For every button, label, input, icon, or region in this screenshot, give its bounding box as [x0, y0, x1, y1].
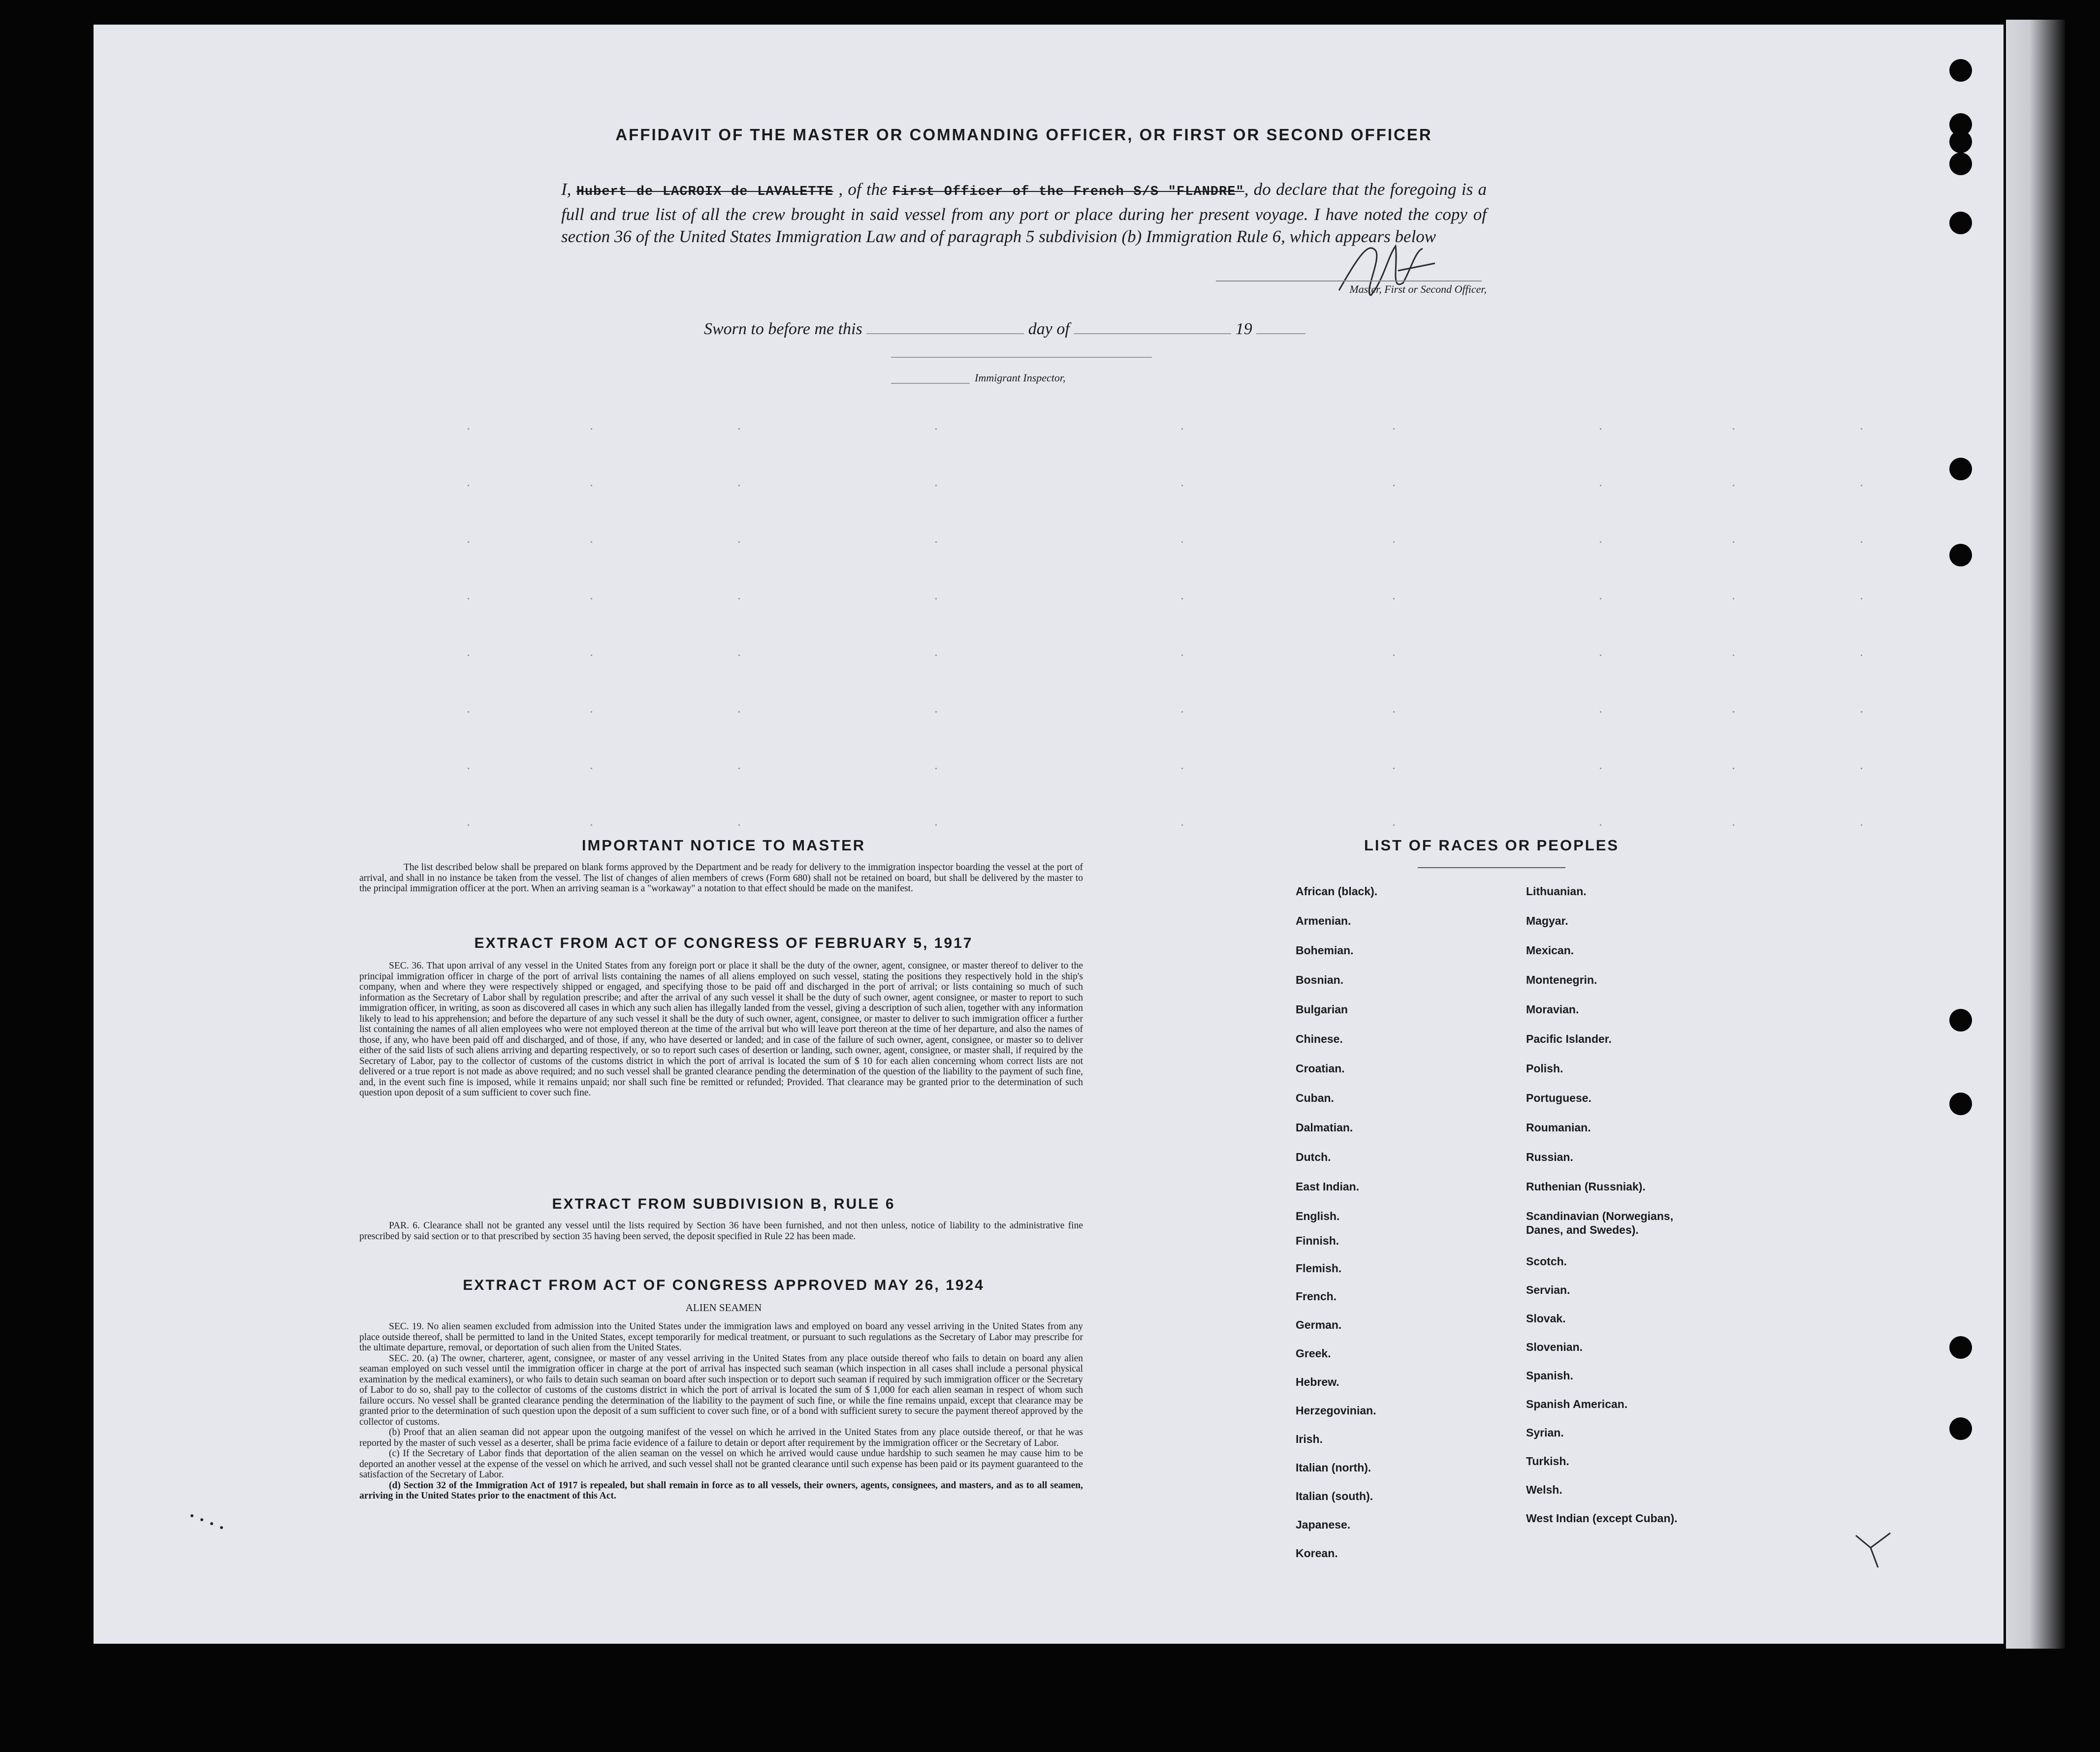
race-left-item: Korean. [1296, 1547, 1338, 1560]
grid-tick [1181, 485, 1183, 486]
grid-tick [1733, 428, 1734, 430]
grid-tick [468, 428, 469, 430]
race-right-item: West Indian (except Cuban). [1526, 1512, 1678, 1525]
grid-tick [591, 824, 592, 826]
race-left-item: Italian (north). [1296, 1461, 1371, 1474]
affidavit-declare: , do declare [1244, 180, 1327, 199]
race-left-item: French. [1296, 1290, 1337, 1303]
grid-tick [1861, 598, 1862, 599]
grid-tick [1733, 655, 1734, 656]
extract-rule6-body [359, 1220, 1083, 1242]
day-of-text: day of [1028, 320, 1070, 338]
grid-tick [1393, 598, 1395, 599]
race-right-item: Slovenian. [1526, 1341, 1583, 1353]
race-right-item: Servian. [1526, 1283, 1570, 1296]
race-right-item: Pacific Islander. [1526, 1032, 1612, 1045]
race-left-item: Finnish. [1296, 1234, 1339, 1247]
grid-tick [935, 541, 937, 543]
grid-tick [1600, 711, 1601, 713]
affidavit-i-label: I, [561, 180, 572, 199]
race-right-item: Lithuanian. [1526, 885, 1587, 898]
race-right-item: Portuguese. [1526, 1092, 1591, 1104]
race-left-item: Flemish. [1296, 1262, 1342, 1275]
grid-tick [1733, 824, 1734, 826]
race-left-item: African (black). [1296, 885, 1378, 898]
grid-tick [935, 824, 937, 826]
grid-tick [935, 598, 937, 599]
grid-tick [1393, 541, 1395, 543]
punch-hole [1949, 1093, 1972, 1115]
race-right-item: Scotch. [1526, 1255, 1567, 1268]
race-right-item: Spanish. [1526, 1369, 1573, 1382]
sworn-statement [704, 320, 1344, 339]
grid-tick [591, 711, 592, 713]
sec20b-paragraph: (b) Proof that an alien seaman did not appear upon the outgoing manifest of the vessel on which he arrived in the United States from any place outside thereof, or that he was reported by the master of such vessel as a deserter, shall be prima facie evidence of a failure to detain or deport after requirement by the immigration officer or the Secretary of Labor. [359, 1427, 1083, 1448]
races-title: LIST OF RACES OR PEOPLES [1364, 837, 1620, 854]
extract-1924-title: EXTRACT FROM ACT OF CONGRESS APPROVED MAY 26, 1924 [463, 1277, 985, 1293]
sworn-date-blank [866, 333, 1024, 334]
grid-tick [1393, 428, 1395, 430]
grid-tick [738, 485, 740, 486]
grid-tick [1181, 768, 1183, 769]
punch-hole [1949, 1009, 1972, 1032]
grid-tick [738, 541, 740, 543]
grid-tick [1861, 655, 1862, 656]
extract-1917-body [359, 961, 1083, 1098]
grid-tick [1733, 711, 1734, 713]
signature-line [1216, 281, 1482, 282]
race-right-item: Russian. [1526, 1151, 1573, 1163]
signature-label: Master, First or Second Officer, [1349, 283, 1487, 295]
grid-tick [1393, 655, 1395, 656]
punch-hole [1949, 544, 1972, 566]
grid-tick [1393, 711, 1395, 713]
race-right-item: Roumanian. [1526, 1121, 1591, 1134]
race-left-item: Armenian. [1296, 914, 1351, 927]
grid-tick [935, 428, 937, 430]
grid-tick [738, 711, 740, 713]
race-right-item: Syrian. [1526, 1426, 1564, 1439]
race-left-item: Bohemian. [1296, 944, 1354, 957]
affidavit-title: AFFIDAVIT OF THE MASTER OR COMMANDING OFFICER, OR FIRST OR SECOND OFFICER [615, 125, 1432, 144]
punch-hole [1949, 59, 1972, 82]
officer-name-typed: Hubert de LACROIX de LAVALETTE [576, 185, 834, 199]
grid-tick [1600, 485, 1601, 486]
race-left-item: Italian (south). [1296, 1490, 1373, 1502]
grid-tick [1181, 428, 1183, 430]
grid-tick [1181, 711, 1183, 713]
grid-tick [1600, 598, 1601, 599]
extract-1917-title: EXTRACT FROM ACT OF CONGRESS OF FEBRUARY 5, 1917 [474, 935, 973, 951]
alien-seamen-subtitle: ALIEN SEAMEN [685, 1302, 762, 1314]
grid-tick [935, 485, 937, 486]
race-left-item: Irish. [1296, 1433, 1323, 1445]
grid-tick [935, 768, 937, 769]
affidavit-of-the: , of the [838, 180, 888, 199]
extract-rule6-paragraph: PAR. 6. Clearance shall not be granted any vessel until the lists required by Section 36 have been furnished, and not then unless, notice of liability to the administrative fine prescribed by said section or to that prescribed by section 35 having been served, the deposit specified in Rule 22 has been made. [359, 1220, 1083, 1242]
grid-tick [1733, 598, 1734, 599]
race-left-item: Herzegovinian. [1296, 1404, 1376, 1417]
ink-specks [187, 1511, 231, 1535]
race-right-item: Mexican. [1526, 944, 1574, 957]
grid-tick [738, 598, 740, 599]
races-title-underline [1418, 867, 1565, 868]
race-right-item: Ruthenian (Russniak). [1526, 1180, 1646, 1193]
grid-tick [1600, 655, 1601, 656]
punch-hole [1949, 130, 1972, 153]
sec20d-paragraph: (d) Section 32 of the Immigration Act of 1917 is repealed, but shall remain in force as to all vessels, their owners, agents, consignees, and masters, and as to all seamen, arriving in the United States prior to the enactment of this Act. [359, 1480, 1083, 1501]
race-left-item: German. [1296, 1318, 1342, 1331]
grid-tick [1861, 824, 1862, 826]
grid-tick [591, 768, 592, 769]
race-left-item: Chinese. [1296, 1032, 1343, 1045]
race-left-item: Bulgarian [1296, 1003, 1348, 1016]
notice-body: The list described below shall be prepared on blank forms approved by the Department and be ready for delivery to the immigration inspector boarding the vessel at the port of arrival, and shall in no instance be taken from the vessel. The list of changes of alien members of crews (Form 680) shall not be retained on board, but shall be delivered by the master to the principal immigration officer at the port. When an arriving seaman is a "workaway" a notation to that effect should be made on the manifest. [359, 862, 1083, 894]
grid-tick [1393, 824, 1395, 826]
grid-tick [1861, 541, 1862, 543]
sec20c-paragraph: (c) If the Secretary of Labor finds that deportation of the alien seaman on the vessel on which he arrived would cause undue hardship to such seamen he may cause him to be deported an another vessel at the expense of the vessel on which he arrived, and such vessel shall not be granted clearance until such expense has been paid or its payment guaranteed to the satisfaction of the Secretary of Labor. [359, 1448, 1083, 1480]
notice-title: IMPORTANT NOTICE TO MASTER [581, 837, 866, 854]
month-blank [1074, 333, 1231, 334]
grid-tick [468, 768, 469, 769]
inspector-signature-line [891, 357, 1152, 358]
race-right-item: Welsh. [1526, 1483, 1562, 1496]
grid-tick [935, 711, 937, 713]
grid-tick [1861, 768, 1862, 769]
grid-tick [468, 655, 469, 656]
race-right-item: Slovak. [1526, 1312, 1566, 1325]
grid-tick [738, 428, 740, 430]
grid-tick [935, 655, 937, 656]
grid-tick [591, 655, 592, 656]
race-right-item: Montenegrin. [1526, 973, 1597, 986]
race-right-item: Spanish American. [1526, 1398, 1628, 1410]
race-right-item: Magyar. [1526, 914, 1568, 927]
race-left-item: Dutch. [1296, 1151, 1331, 1163]
page-edge-shadow [2006, 20, 2065, 1649]
grid-tick [1861, 485, 1862, 486]
race-right-item: Moravian. [1526, 1003, 1579, 1016]
punch-hole [1949, 1417, 1972, 1440]
inspector-short-line [891, 383, 970, 384]
sec19-paragraph: SEC. 19. No alien seamen excluded from admission into the United States under the immigration laws and employed on board any vessel arriving in the United States from any place outside thereof, shall be permitted to land in the United States, except temporarily for medical treatment, or pursuant to such regulations as the Secretary of Labor may prescribe for the ultimate departure, removal, or deportation of such alien from the United States. [359, 1321, 1083, 1353]
grid-tick [1861, 711, 1862, 713]
grid-tick [1600, 768, 1601, 769]
race-left-item: Dalmatian. [1296, 1121, 1353, 1134]
grid-tick [591, 485, 592, 486]
grid-tick [1181, 598, 1183, 599]
race-right-item: Turkish. [1526, 1455, 1569, 1468]
inspector-label: Immigrant Inspector, [975, 372, 1066, 384]
grid-tick [1861, 428, 1862, 430]
race-right-item: Scandinavian (Norwegians, Danes, and Swedes). [1526, 1210, 1674, 1236]
grid-tick [1393, 485, 1395, 486]
grid-tick [738, 824, 740, 826]
year-prefix: 19 [1235, 320, 1252, 338]
grid-tick [468, 541, 469, 543]
punch-hole [1949, 1336, 1972, 1359]
grid-tick [1181, 655, 1183, 656]
grid-tick [1181, 824, 1183, 826]
race-left-item: Cuban. [1296, 1092, 1334, 1104]
punch-hole [1949, 458, 1972, 480]
grid-tick [468, 485, 469, 486]
race-left-item: Greek. [1296, 1347, 1331, 1360]
sworn-text: Sworn to before me this [704, 320, 862, 338]
grid-tick [591, 541, 592, 543]
extract-1917-paragraph: SEC. 36. That upon arrival of any vessel in the United States from any foreign port or place it shall be the duty of the owner, agent, consignee, or master thereof to deliver to the principal immigration officer in charge of the port of arrival lists containing the names of all aliens employed on such vessel, stating the positions they respectively hold in the ship's company, when and where they were respectively shipped or engaged, and specifying those to be paid off and discharged in the port of arrival; or lists containing so much of such information as the Secretary of Labor shall by regulation prescribe; and after the arrival of any such vessel it shall be the duty of such owner, agent consignee, or master to report to such immigration officer, in writing, as soon as discovered all cases in which any such alien has illegally landed from the vessel, giving a description of such alien, together with any information likely to lead to his apprehension; and before the departure of any such vessel it shall be the duty of such owner, agent, consignee, or master to deliver to such immigration officer a further list containing the names of all alien employees who were not employed thereon at the time of the arrival but who will leave port thereon at the time of her departure, and also the names of those, if any, who have been paid off and discharged, and of those, if any, who have deserted or landed; and in case of the failure of such owner, agent, consignee, or master so to deliver either of the said lists of such aliens arriving and departing respectively, or so to report such cases of desertion or landing, such owner, agent, consignee, or master shall, if required by the Secretary of Labor, pay to the collector of customs of the customs district in which the port of arrival is located the sum of $ 10 for each alien concerning whom correct lists are not delivered or a true report is not made as above required; and no such vessel shall be granted clearance pending the determination of the question of the liability to the payment of such fine, and, in the event such fine is imposed, while it remains unpaid; nor shall such fine be remitted or refunded; Provided. That clearance may be granted prior to the determination of such question upon deposit of a sum sufficient to cover such fine. [359, 961, 1083, 1098]
grid-tick [1733, 541, 1734, 543]
grid-tick [468, 598, 469, 599]
race-left-item: Japanese. [1296, 1518, 1351, 1531]
race-right-item: Polish. [1526, 1062, 1563, 1075]
race-left-item: Croatian. [1296, 1062, 1345, 1075]
grid-tick [1600, 541, 1601, 543]
affidavit-body: that the foregoing is a full and true list of all the crew brought in said vessel from any port or place during her present voyage. I have noted the copy of section 36 of the United States Immigration Law and of paragraph 5 subdivision (b) Immigration Rule 6, which appears below [561, 180, 1487, 246]
race-left-item: East Indian. [1296, 1180, 1360, 1193]
handwritten-check-mark [1851, 1526, 1895, 1570]
grid-tick [1733, 485, 1734, 486]
extract-rule6-title: EXTRACT FROM SUBDIVISION B, RULE 6 [552, 1196, 895, 1212]
grid-tick [738, 768, 740, 769]
race-left-item: Hebrew. [1296, 1376, 1339, 1388]
grid-tick [1181, 541, 1183, 543]
race-left-item: Bosnian. [1296, 973, 1344, 986]
grid-tick [738, 655, 740, 656]
grid-tick [1600, 824, 1601, 826]
race-left-item: English. [1296, 1210, 1340, 1222]
grid-tick [468, 824, 469, 826]
grid-tick [591, 428, 592, 430]
grid-tick [1393, 768, 1395, 769]
year-blank [1256, 333, 1305, 334]
punch-hole [1949, 212, 1972, 234]
officer-rank-typed: First Officer of the French S/S "FLANDRE" [892, 185, 1244, 199]
grid-tick [1600, 428, 1601, 430]
grid-tick [591, 598, 592, 599]
punch-hole [1949, 153, 1972, 175]
sec20a-paragraph: SEC. 20. (a) The owner, charterer, agent, consignee, or master of any vessel arriving in the United States from any place outside thereof who fails to detain on board any alien seaman employed on such vessel until the immigration officer in charge at the port of arrival has inspected such seaman (which inspection in all cases shall include a personal physical examination by the medical examiners), or who fails to detain such seaman on board after such inspection or to deport such seaman if required by such immigration officer or the Secretary of Labor to do so, shall pay to the collector of customs of the customs district in which the port of arrival is located the sum of $ 1,000 for each alien seaman in respect of whom such failure occurs. No vessel shall be granted clearance pending the determination of the liability to the payment of such fine, or while the fine remains unpaid, except that clearance may be granted prior to the determination of such question upon the deposit of a sum sufficient to cover such fine, or of a bond with sufficient surety to secure the payment thereof approved by the collector of customs. [359, 1353, 1083, 1427]
grid-tick [1733, 768, 1734, 769]
extract-1924-body [359, 1321, 1083, 1502]
grid-tick [468, 711, 469, 713]
